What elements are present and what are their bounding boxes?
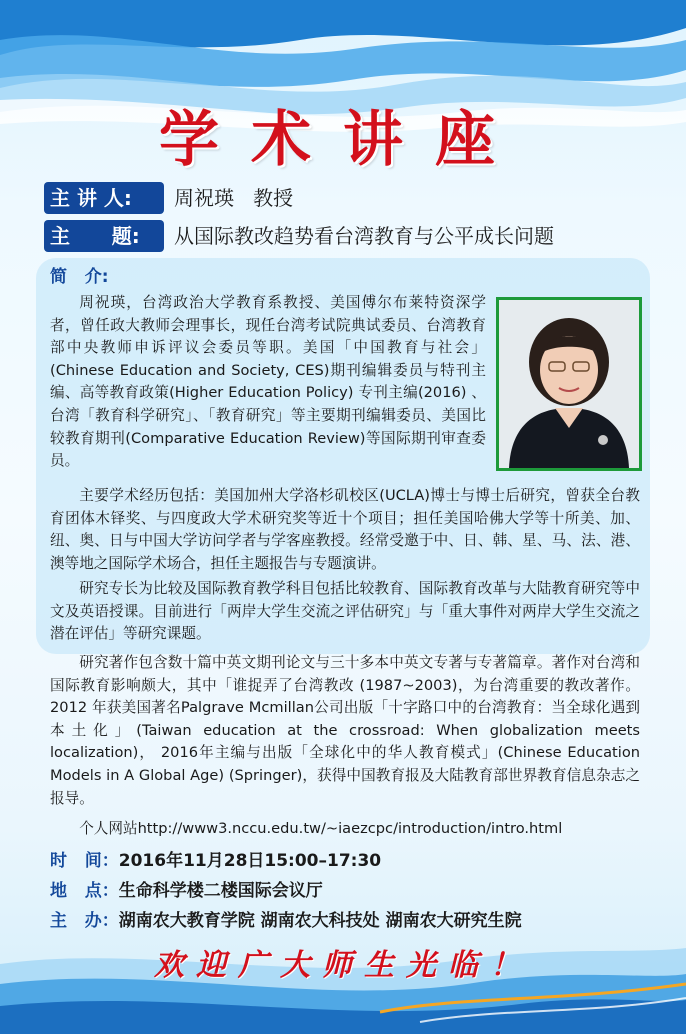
speaker-photo: [496, 297, 642, 471]
venue-label: 地 点：: [50, 881, 119, 901]
publications-paragraph: 研究著作包含数十篇中英文期刊论文与三十多本中英文专著与专著篇章。著作对台湾和国际教育影响颇大，其中「谁捉弄了台湾教改 (1987~2003)，为台湾重要的教改著作。2012 年获美国著名Palgrave Mcmillan公司出版「十字路口中的台湾教育：当全球化遇到本土化」(Taiwan education at the crossroad: When globalization meets localization)， 2016年主编与出版「全球化中的华人教育模式」(Chinese Education Models in A Global Age) (Springer)，获得中国教育报及大陆教育部世界教育信息杂志之报导。: [50, 654, 640, 807]
website-line: 个人网站http://www3.nccu.edu.tw/~iaezcpc/introduction/intro.html: [79, 820, 563, 837]
venue-value: 生命科学楼二楼国际会议厅: [118, 881, 323, 901]
topic-label: 主 题:: [44, 220, 164, 252]
time-row: [50, 846, 381, 871]
host-label: 主 办：: [50, 911, 119, 931]
time-value: 2016年11月28日15:00–17:30: [118, 851, 382, 871]
poster-title: 学术讲座: [159, 105, 527, 175]
intro-heading: 简 介:: [50, 267, 109, 287]
speaker-label: 主 讲 人:: [44, 182, 164, 214]
host-value: 湖南农大教育学院 湖南农大科技处 湖南农大研究生院: [118, 911, 522, 931]
venue-row: [50, 876, 323, 901]
experience-paragraph: 主要学术经历包括：美国加州大学洛杉矶校区(UCLA)博士与博士后研究，曾获全台教育团体木铎奖、与四度政大学术研究奖等近十个项目；担任美国哈佛大学等十所美、加、纽、奥、日与中国大学访问学者与学客座教授。经常受邀于中、日、韩、星、马、法、港、澳等地之国际学术场合，担任主题报告与专题演讲。: [50, 487, 640, 572]
topic-title: 从国际教改趋势看台湾教育与公平成长问题: [174, 224, 554, 248]
research-paragraph: 研究专长为比较及国际教育教学科目包括比较教育、国际教育改革与大陆教育研究等中文及英语授课。目前进行「两岸大学生交流之评估研究」与「重大事件对两岸大学生交流之潜在评估」等研究课题。: [50, 580, 640, 643]
speaker-name: 周祝瑛 教授: [174, 186, 294, 210]
speaker-portrait-icon: [499, 300, 639, 468]
bio-paragraph: 周祝瑛，台湾政治大学教育系教授、美国傅尔布莱特资深学者，曾任政大教师会理事长，现任台湾考试院典试委员、台湾教育部中央教师申诉评议会委员等职。美国「中国教育与社会」(Chinese Education and Society, CES)期刊编辑委员与特刊主编、高等教育政策(Higher Education Policy) 专刊主编(2016) 、台湾「教育科学研究」、「教育研究」等主要期刊编辑委员、美国比较教育期刊(Comparative Education Review)等国际期刊审查委员。: [50, 294, 486, 470]
welcome-message: 欢迎广大师生光临！: [154, 948, 532, 983]
time-label: 时 间：: [50, 851, 119, 871]
